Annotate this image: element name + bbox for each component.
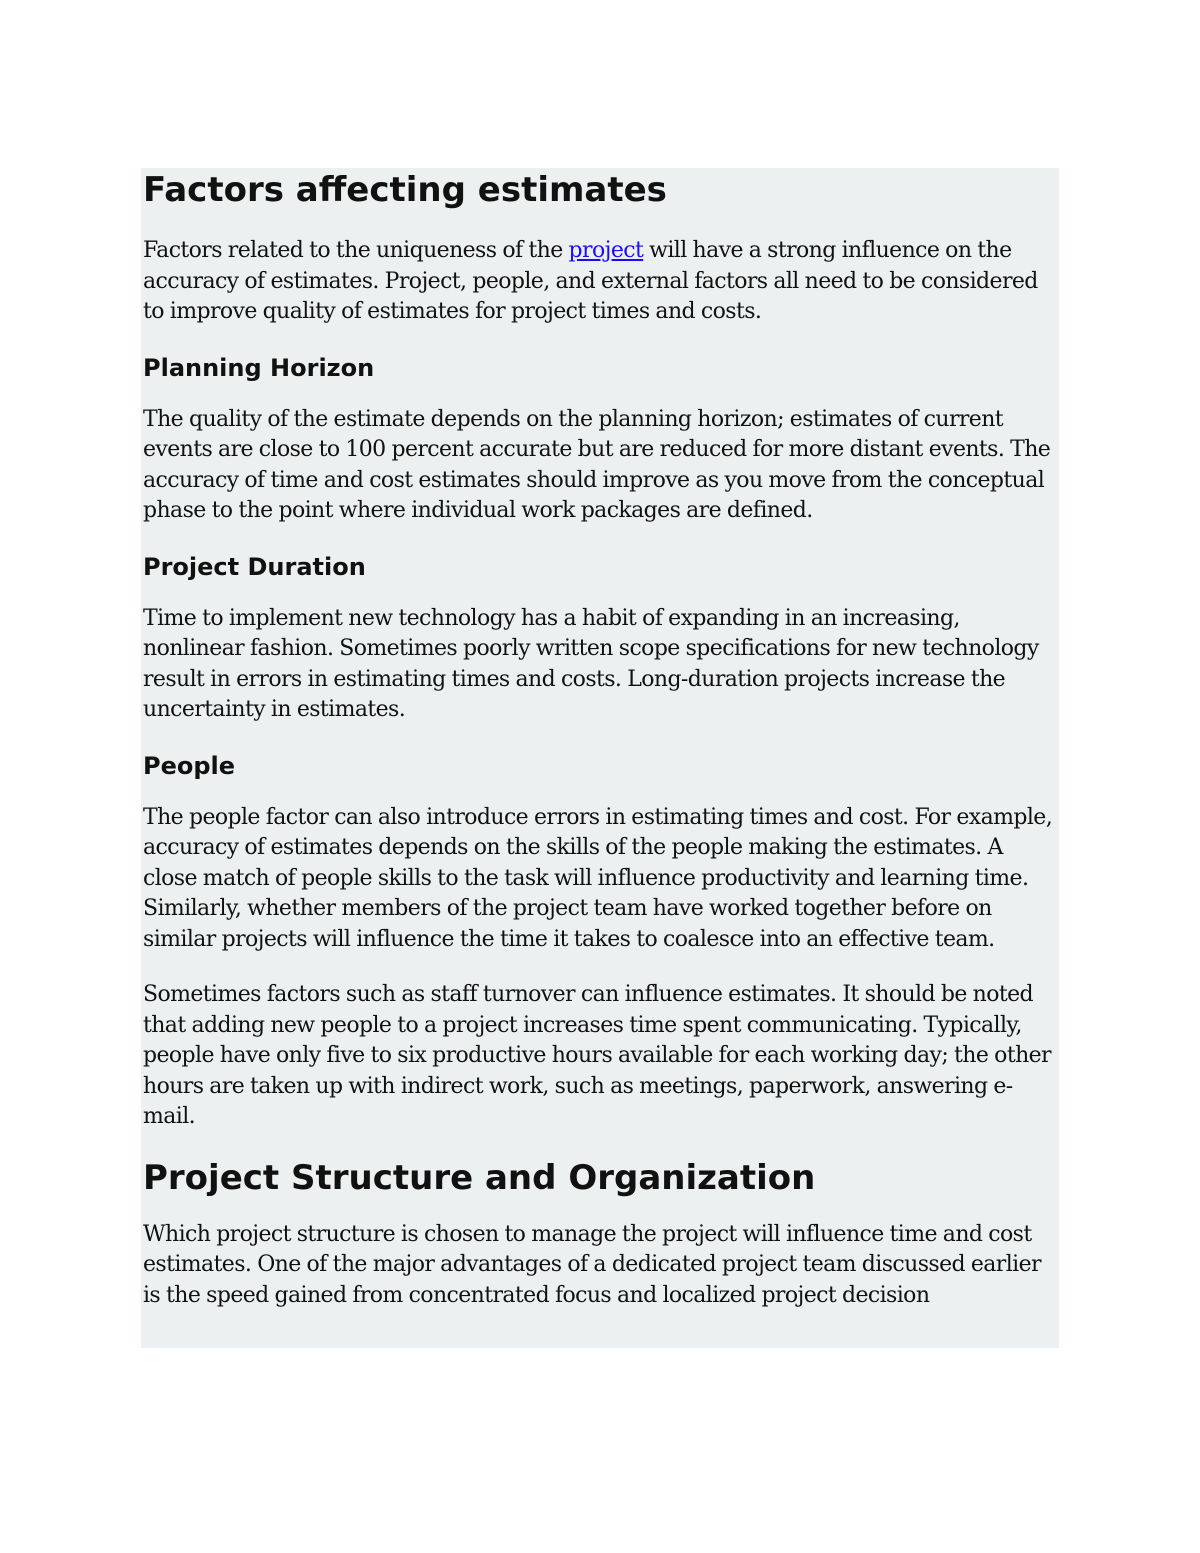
project-duration-paragraph: Time to implement new technology has a habit of expanding in an increasing, nonlinear fashion. Sometimes poorly written scope specifications for new technology result in errors in estimating times and costs. Long-duration projects increase the uncertainty in estimates. [143,605,1039,722]
intro-text-after-link: will have a strong influence on the accuracy of estimates. Project, people, and external factors all need to be considered to improve quality of estimates for project times and costs. [143,238,1038,324]
document-body [141,170,1059,1311]
project-duration-heading: Project Duration [143,552,366,581]
people-heading: People [143,751,236,780]
document-content-block [141,168,1059,1348]
intro-text-before-link: Factors related to the uniqueness of the [143,238,569,263]
project-link[interactable]: project [568,238,644,263]
intro-paragraph [143,236,1057,328]
page-title: Factors affecting estimates [143,170,667,210]
structure-paragraph: Which project structure is chosen to manage the project will influence time and cost estimates. One of the major advantages of a dedicated project team discussed earlier is the speed gained from concentrated focus and localized project decision [143,1221,1041,1308]
people-paragraph-2: Sometimes factors such as staff turnover can influence estimates. It should be noted that adding new people to a project increases time spent communicating. Typically, people have only five to six productive hours available for each working day; the other hours are taken up with indirect work, such as meetings, paperwork, answering e-mail. [143,982,1051,1129]
structure-heading: Project Structure and Organization [143,1157,816,1198]
people-paragraph-1: The people factor can also introduce errors in estimating times and cost. For example, accuracy of estimates depends on the skills of the people making the estimates. A close match of people skills to the task will influence productivity and learning time. Similarly, whether members of the project team have worked together before on similar projects will influence the time it takes to coalesce into an effective team. [143,804,1053,952]
planning-horizon-heading: Planning Horizon [143,353,375,382]
planning-horizon-paragraph: The quality of the estimate depends on the planning horizon; estimates of current events are close to 100 percent accurate but are reduced for more distant events. The accuracy of time and cost estimates should improve as you move from the conceptual phase to the point where individual work packages are defined. [143,406,1051,523]
